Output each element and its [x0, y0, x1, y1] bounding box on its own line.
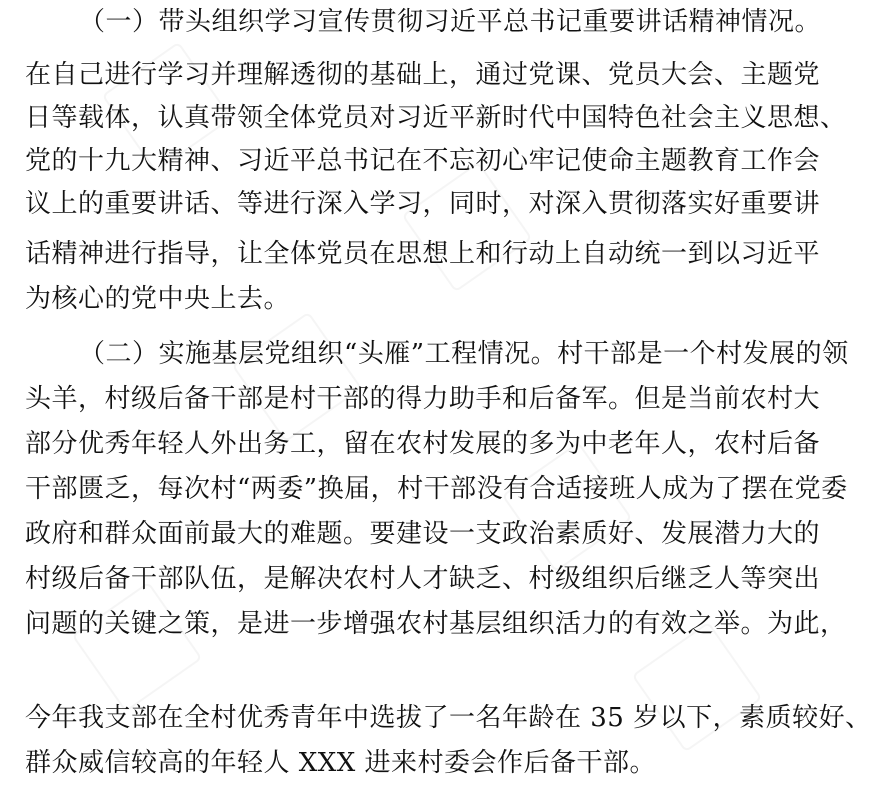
paragraph-2-line-6: 村级后备干部队伍，是解决农村人才缺乏、村级组织后继乏人等突出 — [25, 564, 821, 594]
watermark-mark — [232, 312, 363, 443]
paragraph-3-line-2: 群众威信较高的年轻人 XXX 进来村委会作后备干部。 — [25, 748, 657, 778]
paragraph-2-line-5: 政府和群众面前最大的难题。要建设一支政治素质好、发展潜力大的 — [25, 519, 821, 549]
watermark-mark — [72, 582, 203, 713]
paragraph-2-line-7: 问题的关键之策，是进一步增强农村基层组织活力的有效之举。为此， — [25, 609, 847, 639]
paragraph-3-line-1: 今年我支部在全村优秀青年中选拔了一名年龄在 35 岁以下，素质较好、 — [25, 703, 872, 733]
paragraph-1-line-5: 议上的重要讲话、等进行深入学习，同时，对深入贯彻落实好重要讲 — [25, 189, 821, 219]
paragraph-1-line-3: 日等载体，认真带领全体党员对习近平新时代中国特色社会主义思想、 — [25, 103, 847, 133]
paragraph-1-line-7: 为核心的党中央上去。 — [25, 284, 291, 314]
paragraph-2-line-4: 干部匮乏，每次村“两委”换届，村干部没有合适接班人成为了摆在党委 — [25, 474, 848, 504]
paragraph-1-line-4: 党的十九大精神、习近平总书记在不忘初心牢记使命主题教育工作会 — [25, 146, 821, 176]
paragraph-1-line-1: （一）带头组织学习宣传贯彻习近平总书记重要讲话精神情况。 — [79, 7, 822, 37]
paragraph-1-line-2: 在自己进行学习并理解透彻的基础上，通过党课、党员大会、主题党 — [25, 60, 821, 90]
paragraph-1-line-6: 话精神进行指导，让全体党员在思想上和行动上自动统一到以习近平 — [25, 239, 821, 269]
paragraph-2-line-2: 头羊，村级后备干部是村干部的得力助手和后备军。但是当前农村大 — [25, 384, 821, 414]
paragraph-2-line-3: 部分优秀年轻人外出务工，留在农村发展的多为中老年人，农村后备 — [25, 429, 821, 459]
paragraph-2-line-1: （二）实施基层党组织“头雁”工程情况。村干部是一个村发展的领 — [79, 339, 849, 369]
